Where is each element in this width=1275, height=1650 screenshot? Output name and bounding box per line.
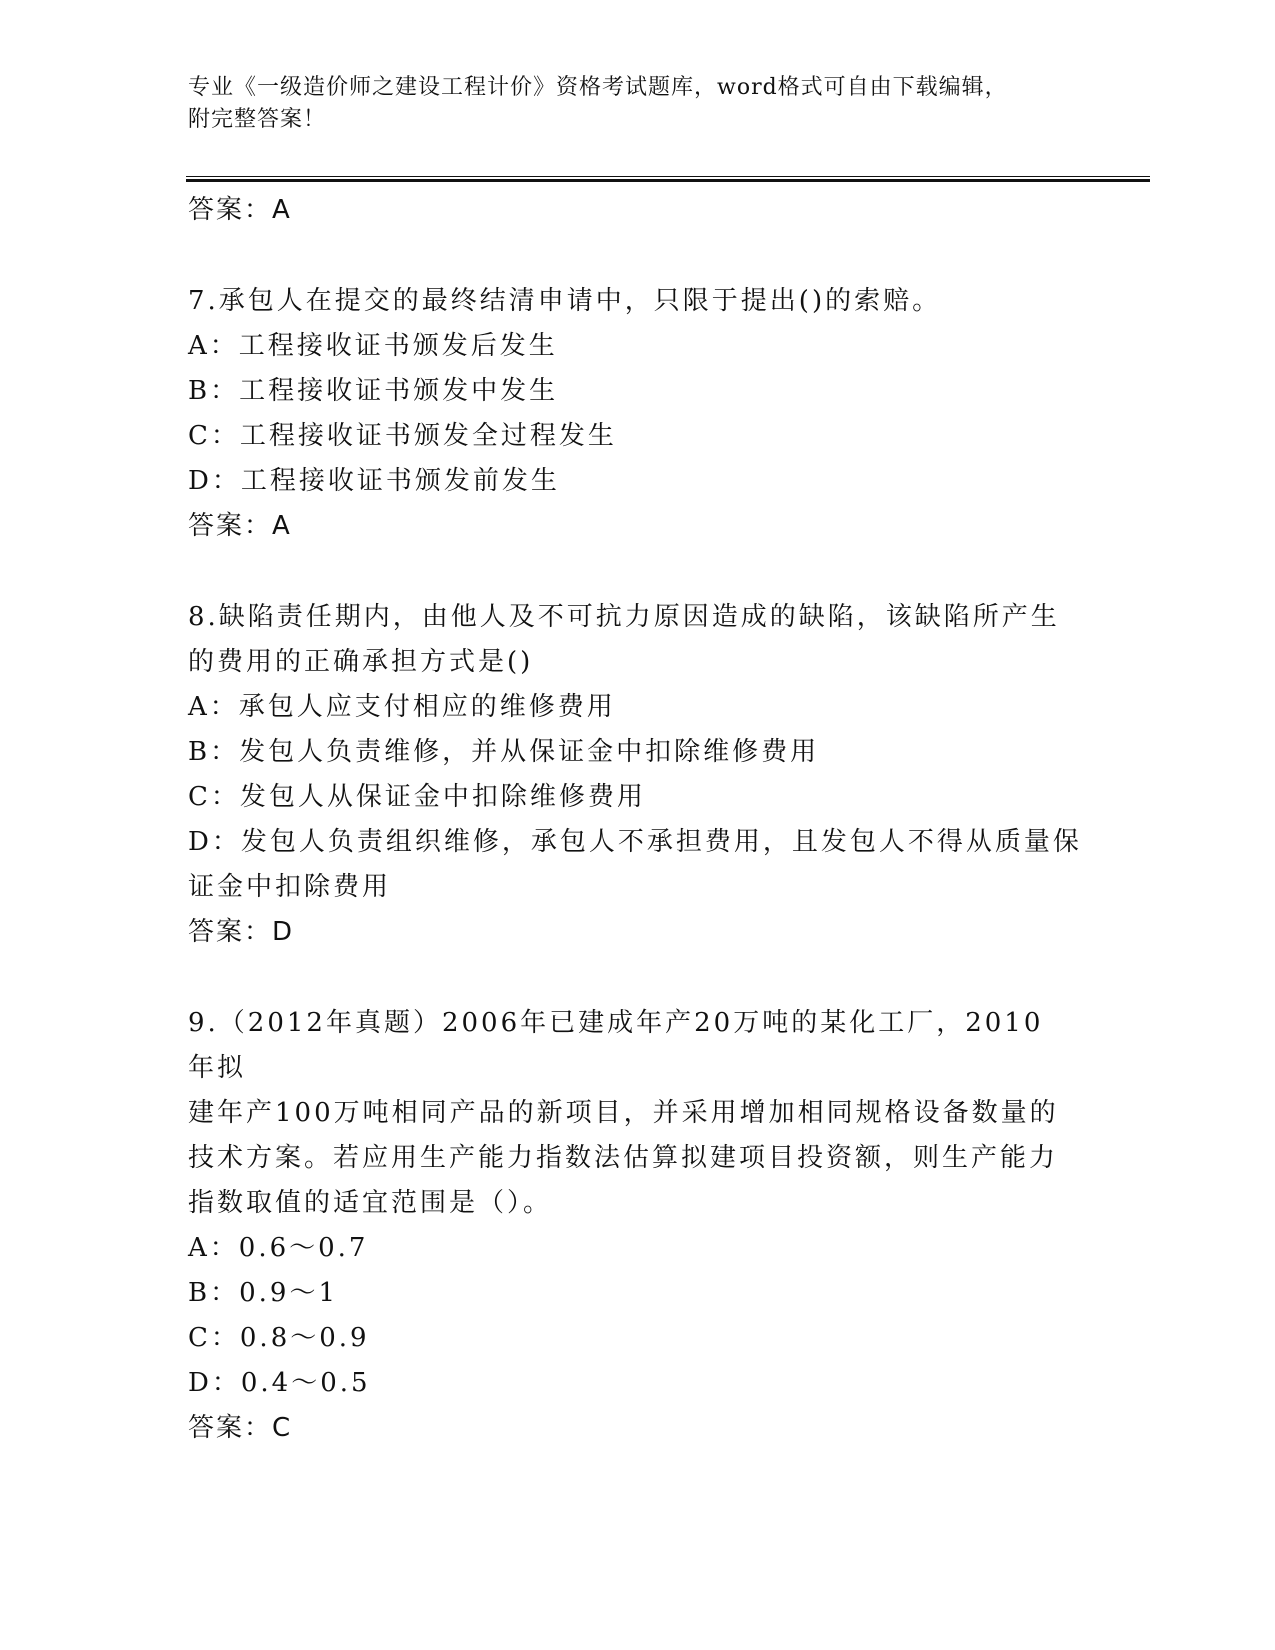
answer-line: 答案：D	[188, 917, 295, 947]
spacer	[188, 955, 1068, 1001]
answer-line: 答案：A	[188, 511, 292, 541]
option-b: B：工程接收证书颁发中发生	[188, 376, 559, 406]
option-d: D：工程接收证书颁发前发生	[188, 466, 560, 496]
question-stem: 的费用的正确承担方式是()	[188, 647, 534, 677]
option-b: B：发包人负责维修，并从保证金中扣除维修费用	[188, 737, 820, 767]
document-body	[188, 188, 1082, 1451]
question-stem: 指数取值的适宜范围是（）。	[188, 1188, 553, 1218]
question-stem: 9.（2012年真题）2006年已建成年产20万吨的某化工厂，2010年拟	[188, 1008, 1044, 1083]
option-a: A：0.6～0.7	[188, 1233, 369, 1263]
document-header	[188, 72, 1148, 136]
spacer	[188, 549, 1068, 595]
option-a: A：工程接收证书颁发后发生	[188, 331, 558, 361]
answer-line-previous: 答案：A	[188, 195, 292, 225]
question-stem: 建年产100万吨相同产品的新项目，并采用增加相同规格设备数量的	[188, 1098, 1059, 1128]
question-9	[188, 1001, 1068, 1451]
option-c: C：发包人从保证金中扣除维修费用	[188, 782, 646, 812]
answer-line: 答案：C	[188, 1413, 293, 1443]
header-line-1: 专业《一级造价师之建设工程计价》资格考试题库，word格式可自由下载编辑，	[188, 75, 1008, 100]
question-7	[188, 279, 1068, 549]
question-stem: 技术方案。若应用生产能力指数法估算拟建项目投资额，则生产能力	[188, 1143, 1059, 1173]
option-c: C：工程接收证书颁发全过程发生	[188, 421, 617, 451]
header-line-2: 附完整答案！	[188, 107, 327, 132]
question-8	[188, 595, 1082, 955]
option-d: D：0.4～0.5	[188, 1368, 371, 1398]
option-d-continued: 证金中扣除费用	[188, 872, 392, 902]
option-c: C：0.8～0.9	[188, 1323, 370, 1353]
option-d: D：发包人负责组织维修，承包人不承担费用，且发包人不得从质量保	[188, 827, 1082, 857]
option-a: A：承包人应支付相应的维修费用	[188, 692, 616, 722]
question-stem: 8.缺陷责任期内，由他人及不可抗力原因造成的缺陷，该缺陷所产生	[188, 602, 1060, 632]
spacer	[188, 233, 1068, 279]
question-stem: 7.承包人在提交的最终结清申请中，只限于提出()的索赔。	[188, 286, 942, 316]
option-b: B：0.9～1	[188, 1278, 338, 1308]
header-divider	[186, 176, 1150, 182]
